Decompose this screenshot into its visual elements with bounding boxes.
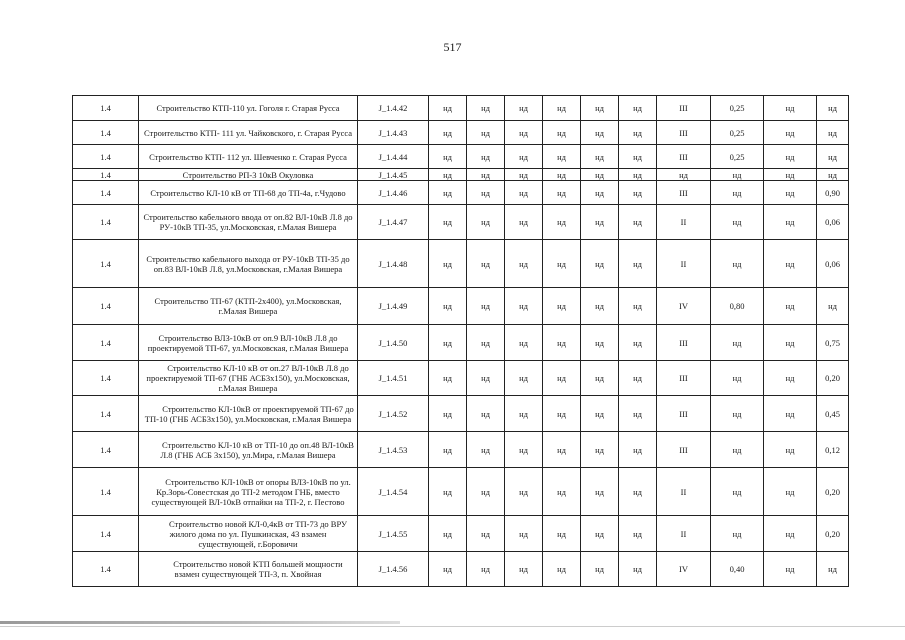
row-value-1: нд	[429, 468, 467, 516]
table-row	[73, 468, 849, 516]
row-value-5: нд	[581, 145, 619, 169]
table-row	[73, 288, 849, 325]
row-value-10: нд	[817, 96, 849, 121]
row-value-3: нд	[505, 288, 543, 325]
row-value-9: нд	[764, 288, 817, 325]
row-value-9: нд	[764, 205, 817, 240]
row-value-9: нд	[764, 121, 817, 145]
table-row	[73, 325, 849, 361]
row-value-5: нд	[581, 325, 619, 361]
row-value-5: нд	[581, 121, 619, 145]
row-value-9: нд	[764, 145, 817, 169]
row-value-7: II	[657, 240, 711, 288]
row-section-index: 1.4	[73, 361, 139, 396]
row-value-4: нд	[543, 325, 581, 361]
row-value-5: нд	[581, 181, 619, 205]
row-value-9: нд	[764, 468, 817, 516]
row-value-6: нд	[619, 516, 657, 552]
row-value-2: нд	[467, 145, 505, 169]
row-value-3: нд	[505, 552, 543, 587]
row-value-1: нд	[429, 325, 467, 361]
row-value-8: 0,25	[711, 121, 764, 145]
row-value-1: нд	[429, 516, 467, 552]
row-value-3: нд	[505, 169, 543, 181]
row-value-6: нд	[619, 181, 657, 205]
row-description: Строительство КЛ-10кВ от опоры ВЛЗ-10кВ по ул. Кр.Зорь-Совестская до ТП-2 методом ГНБ, вместо существующей ВЛ-10кВ отпайки на ТП-2, г. Пестово	[139, 468, 358, 516]
row-value-6: нд	[619, 468, 657, 516]
row-value-4: нд	[543, 288, 581, 325]
row-section-index: 1.4	[73, 432, 139, 468]
row-value-10: нд	[817, 552, 849, 587]
row-code: J_1.4.52	[358, 396, 429, 432]
row-description: Строительство КТП- 111 ул. Чайковского, г. Старая Русса	[139, 121, 358, 145]
row-section-index: 1.4	[73, 205, 139, 240]
row-value-9: нд	[764, 181, 817, 205]
row-section-index: 1.4	[73, 169, 139, 181]
table-row	[73, 240, 849, 288]
row-section-index: 1.4	[73, 325, 139, 361]
row-value-5: нд	[581, 396, 619, 432]
table-row	[73, 396, 849, 432]
row-value-3: нд	[505, 468, 543, 516]
row-description: Строительство РП-3 10кВ Окуловка	[139, 169, 358, 181]
row-value-8: нд	[711, 516, 764, 552]
row-value-5: нд	[581, 432, 619, 468]
row-value-5: нд	[581, 361, 619, 396]
row-code: J_1.4.46	[358, 181, 429, 205]
row-value-1: нд	[429, 396, 467, 432]
row-value-7: III	[657, 361, 711, 396]
row-value-3: нд	[505, 396, 543, 432]
row-value-8: нд	[711, 432, 764, 468]
row-value-2: нд	[467, 121, 505, 145]
row-section-index: 1.4	[73, 288, 139, 325]
row-value-5: нд	[581, 516, 619, 552]
page-number: 517	[443, 40, 462, 54]
row-description: Строительство КЛ-10 кВ от ТП-68 до ТП-4а, г.Чудово	[139, 181, 358, 205]
row-value-5: нд	[581, 169, 619, 181]
row-code: J_1.4.45	[358, 169, 429, 181]
row-value-7: III	[657, 145, 711, 169]
row-value-1: нд	[429, 121, 467, 145]
row-value-4: нд	[543, 468, 581, 516]
row-description: Строительство ТП-67 (КТП-2х400), ул.Московская, г.Малая Вишера	[139, 288, 358, 325]
table-row	[73, 205, 849, 240]
table-row	[73, 169, 849, 181]
row-value-7: IV	[657, 288, 711, 325]
row-description: Строительство кабельного ввода от оп.82 ВЛ-10кВ Л.8 до РУ-10кВ ТП-35, ул.Московская, г.Малая Вишера	[139, 205, 358, 240]
row-value-6: нд	[619, 288, 657, 325]
row-value-1: нд	[429, 145, 467, 169]
row-section-index: 1.4	[73, 181, 139, 205]
row-value-9: нд	[764, 325, 817, 361]
row-value-3: нд	[505, 145, 543, 169]
row-value-8: нд	[711, 468, 764, 516]
row-value-7: III	[657, 121, 711, 145]
row-value-6: нд	[619, 361, 657, 396]
row-value-7: III	[657, 432, 711, 468]
row-value-2: нд	[467, 516, 505, 552]
row-value-1: нд	[429, 181, 467, 205]
row-value-2: нд	[467, 552, 505, 587]
row-description: Строительство ВЛЗ-10кВ от оп.9 ВЛ-10кВ Л.8 до проектируемой ТП-67, ул.Московская, г.Малая Вишера	[139, 325, 358, 361]
row-value-6: нд	[619, 96, 657, 121]
table-row	[73, 96, 849, 121]
row-value-1: нд	[429, 169, 467, 181]
row-value-8: 0,40	[711, 552, 764, 587]
table-row	[73, 181, 849, 205]
row-value-5: нд	[581, 240, 619, 288]
row-value-10: 0,06	[817, 240, 849, 288]
table-row	[73, 516, 849, 552]
row-value-2: нд	[467, 240, 505, 288]
row-value-9: нд	[764, 432, 817, 468]
row-value-2: нд	[467, 325, 505, 361]
row-description: Строительство КЛ-10 кВ от ТП-10 до оп.48 ВЛ-10кВ Л.8 (ГНБ АСБ 3х150), ул.Мира, г.Малая Вишера	[139, 432, 358, 468]
row-description: Строительство КЛ-10кВ от проектируемой ТП-67 до ТП-10 (ГНБ АСБ3х150), ул.Московская, г.Малая Вишера	[139, 396, 358, 432]
row-value-2: нд	[467, 181, 505, 205]
row-value-8: нд	[711, 325, 764, 361]
row-value-9: нд	[764, 516, 817, 552]
row-value-4: нд	[543, 396, 581, 432]
row-section-index: 1.4	[73, 396, 139, 432]
row-value-7: IV	[657, 552, 711, 587]
row-value-4: нд	[543, 121, 581, 145]
table-row	[73, 552, 849, 587]
row-value-8: нд	[711, 181, 764, 205]
row-value-10: 0,75	[817, 325, 849, 361]
row-value-9: нд	[764, 396, 817, 432]
row-value-6: нд	[619, 169, 657, 181]
row-value-3: нд	[505, 181, 543, 205]
row-value-6: нд	[619, 396, 657, 432]
table-row	[73, 121, 849, 145]
row-section-index: 1.4	[73, 121, 139, 145]
row-value-7: II	[657, 205, 711, 240]
row-value-10: нд	[817, 288, 849, 325]
row-value-2: нд	[467, 288, 505, 325]
row-value-8: 0,25	[711, 145, 764, 169]
row-value-1: нд	[429, 288, 467, 325]
row-value-9: нд	[764, 361, 817, 396]
row-value-8: нд	[711, 361, 764, 396]
row-value-5: нд	[581, 552, 619, 587]
row-code: J_1.4.49	[358, 288, 429, 325]
row-value-10: нд	[817, 121, 849, 145]
row-value-7: III	[657, 325, 711, 361]
row-value-3: нд	[505, 205, 543, 240]
row-value-7: II	[657, 516, 711, 552]
row-value-4: нд	[543, 361, 581, 396]
row-value-4: нд	[543, 240, 581, 288]
row-value-6: нд	[619, 432, 657, 468]
row-section-index: 1.4	[73, 516, 139, 552]
row-value-2: нд	[467, 361, 505, 396]
row-value-8: нд	[711, 205, 764, 240]
row-value-9: нд	[764, 240, 817, 288]
row-value-8: нд	[711, 169, 764, 181]
row-value-4: нд	[543, 432, 581, 468]
row-section-index: 1.4	[73, 552, 139, 587]
row-value-10: 0,12	[817, 432, 849, 468]
row-value-9: нд	[764, 552, 817, 587]
row-value-10: 0,90	[817, 181, 849, 205]
row-value-9: нд	[764, 169, 817, 181]
row-value-1: нд	[429, 96, 467, 121]
row-code: J_1.4.53	[358, 432, 429, 468]
row-value-7: III	[657, 96, 711, 121]
row-value-1: нд	[429, 552, 467, 587]
row-code: J_1.4.56	[358, 552, 429, 587]
row-value-4: нд	[543, 552, 581, 587]
row-code: J_1.4.42	[358, 96, 429, 121]
row-value-5: нд	[581, 288, 619, 325]
row-code: J_1.4.54	[358, 468, 429, 516]
row-value-6: нд	[619, 240, 657, 288]
row-value-7: III	[657, 181, 711, 205]
row-value-8: 0,25	[711, 96, 764, 121]
row-value-5: нд	[581, 205, 619, 240]
row-section-index: 1.4	[73, 240, 139, 288]
table-row	[73, 361, 849, 396]
row-value-1: нд	[429, 432, 467, 468]
row-value-6: нд	[619, 145, 657, 169]
row-value-4: нд	[543, 516, 581, 552]
row-value-2: нд	[467, 468, 505, 516]
row-description: Строительство КТП-110 ул. Гоголя г. Старая Русса	[139, 96, 358, 121]
scan-edge-shadow	[0, 621, 400, 624]
scan-edge-line	[0, 626, 905, 627]
row-value-3: нд	[505, 432, 543, 468]
row-value-6: нд	[619, 121, 657, 145]
row-value-10: нд	[817, 145, 849, 169]
row-value-8: нд	[711, 396, 764, 432]
row-value-3: нд	[505, 325, 543, 361]
row-value-10: 0,20	[817, 361, 849, 396]
row-value-7: III	[657, 396, 711, 432]
row-description: Строительство КТП- 112 ул. Шевченко г. Старая Русса	[139, 145, 358, 169]
row-value-7: II	[657, 468, 711, 516]
row-section-index: 1.4	[73, 96, 139, 121]
row-value-2: нд	[467, 396, 505, 432]
row-section-index: 1.4	[73, 468, 139, 516]
row-value-3: нд	[505, 361, 543, 396]
row-code: J_1.4.55	[358, 516, 429, 552]
row-description: Строительство новой КЛ-0,4кВ от ТП-73 до ВРУ жилого дома по ул. Пушкинская, 43 взамен существующей, г.Боровичи	[139, 516, 358, 552]
row-description: Строительство КЛ-10 кВ от оп.27 ВЛ-10кВ Л.8 до проектируемой ТП-67 (ГНБ АСБ3х150), ул.Московская, г.Малая Вишера	[139, 361, 358, 396]
row-description: Строительство новой КТП большей мощности взамен существующей ТП-3, п. Хвойная	[139, 552, 358, 587]
row-value-2: нд	[467, 169, 505, 181]
row-section-index: 1.4	[73, 145, 139, 169]
row-value-2: нд	[467, 432, 505, 468]
data-table	[72, 95, 849, 587]
row-value-3: нд	[505, 96, 543, 121]
table-row	[73, 145, 849, 169]
table-row	[73, 432, 849, 468]
row-value-2: нд	[467, 205, 505, 240]
row-value-1: нд	[429, 240, 467, 288]
row-code: J_1.4.44	[358, 145, 429, 169]
row-value-1: нд	[429, 361, 467, 396]
row-code: J_1.4.51	[358, 361, 429, 396]
row-value-4: нд	[543, 96, 581, 121]
row-code: J_1.4.47	[358, 205, 429, 240]
row-value-5: нд	[581, 96, 619, 121]
row-value-8: 0,80	[711, 288, 764, 325]
row-value-10: 0,06	[817, 205, 849, 240]
row-value-1: нд	[429, 205, 467, 240]
row-code: J_1.4.43	[358, 121, 429, 145]
row-value-3: нд	[505, 121, 543, 145]
row-value-2: нд	[467, 96, 505, 121]
row-value-4: нд	[543, 181, 581, 205]
row-code: J_1.4.50	[358, 325, 429, 361]
row-value-6: нд	[619, 205, 657, 240]
row-value-7: нд	[657, 169, 711, 181]
row-value-4: нд	[543, 145, 581, 169]
row-value-10: 0,20	[817, 516, 849, 552]
row-value-3: нд	[505, 516, 543, 552]
row-value-4: нд	[543, 169, 581, 181]
row-value-6: нд	[619, 552, 657, 587]
row-value-10: 0,20	[817, 468, 849, 516]
row-description: Строительство кабельного выхода от РУ-10кВ ТП-35 до оп.83 ВЛ-10кВ Л.8, ул.Московская, г.Малая Вишера	[139, 240, 358, 288]
row-value-4: нд	[543, 205, 581, 240]
row-value-10: 0,45	[817, 396, 849, 432]
row-value-3: нд	[505, 240, 543, 288]
row-code: J_1.4.48	[358, 240, 429, 288]
row-value-9: нд	[764, 96, 817, 121]
row-value-10: нд	[817, 169, 849, 181]
row-value-6: нд	[619, 325, 657, 361]
row-value-5: нд	[581, 468, 619, 516]
row-value-8: нд	[711, 240, 764, 288]
